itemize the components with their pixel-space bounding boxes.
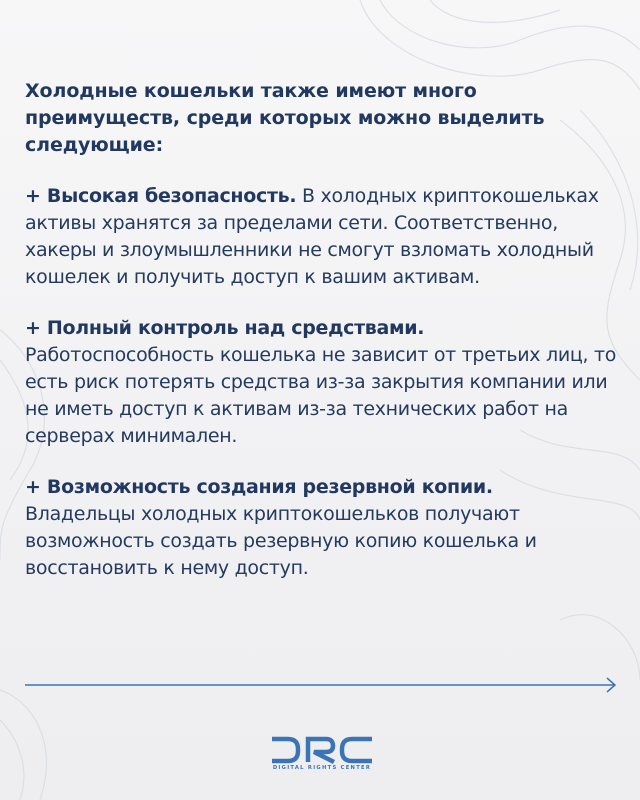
arrow-right-icon[interactable] (25, 676, 619, 696)
benefit-body: В холодных криптокошельках активы хранятся за пределами сети. Соответственно, хакеры и злоумышленники не смогут взломать холодный кошелек и получить доступ к вашим активам. (25, 185, 599, 288)
article-content (25, 78, 620, 582)
benefit-body: Владельцы холодных криптокошельков получают возможность создать резервную копию кошелька и восстановить к нему доступ. (25, 503, 537, 579)
benefit-title: + Высокая безопасность. (25, 185, 297, 207)
benefit-title: + Возможность создания резервной копии. (25, 476, 493, 498)
benefit-title: + Полный контроль над средствами. (25, 317, 425, 339)
intro-heading: Холодные кошельки также имеют много преимуществ, среди которых можно выделить следующие: (25, 80, 545, 156)
benefit-item-security (25, 183, 620, 291)
benefit-item-control (25, 315, 620, 450)
benefit-body: Работоспособность кошелька не зависит от третьих лиц, то есть риск потерять средства из-за закрытия компании или не иметь доступ к активам из-за технических работ на серверах минимален. (25, 344, 617, 447)
benefit-item-backup (25, 474, 620, 582)
logo-subtitle: DIGITAL RIGHTS CENTER (272, 765, 372, 771)
